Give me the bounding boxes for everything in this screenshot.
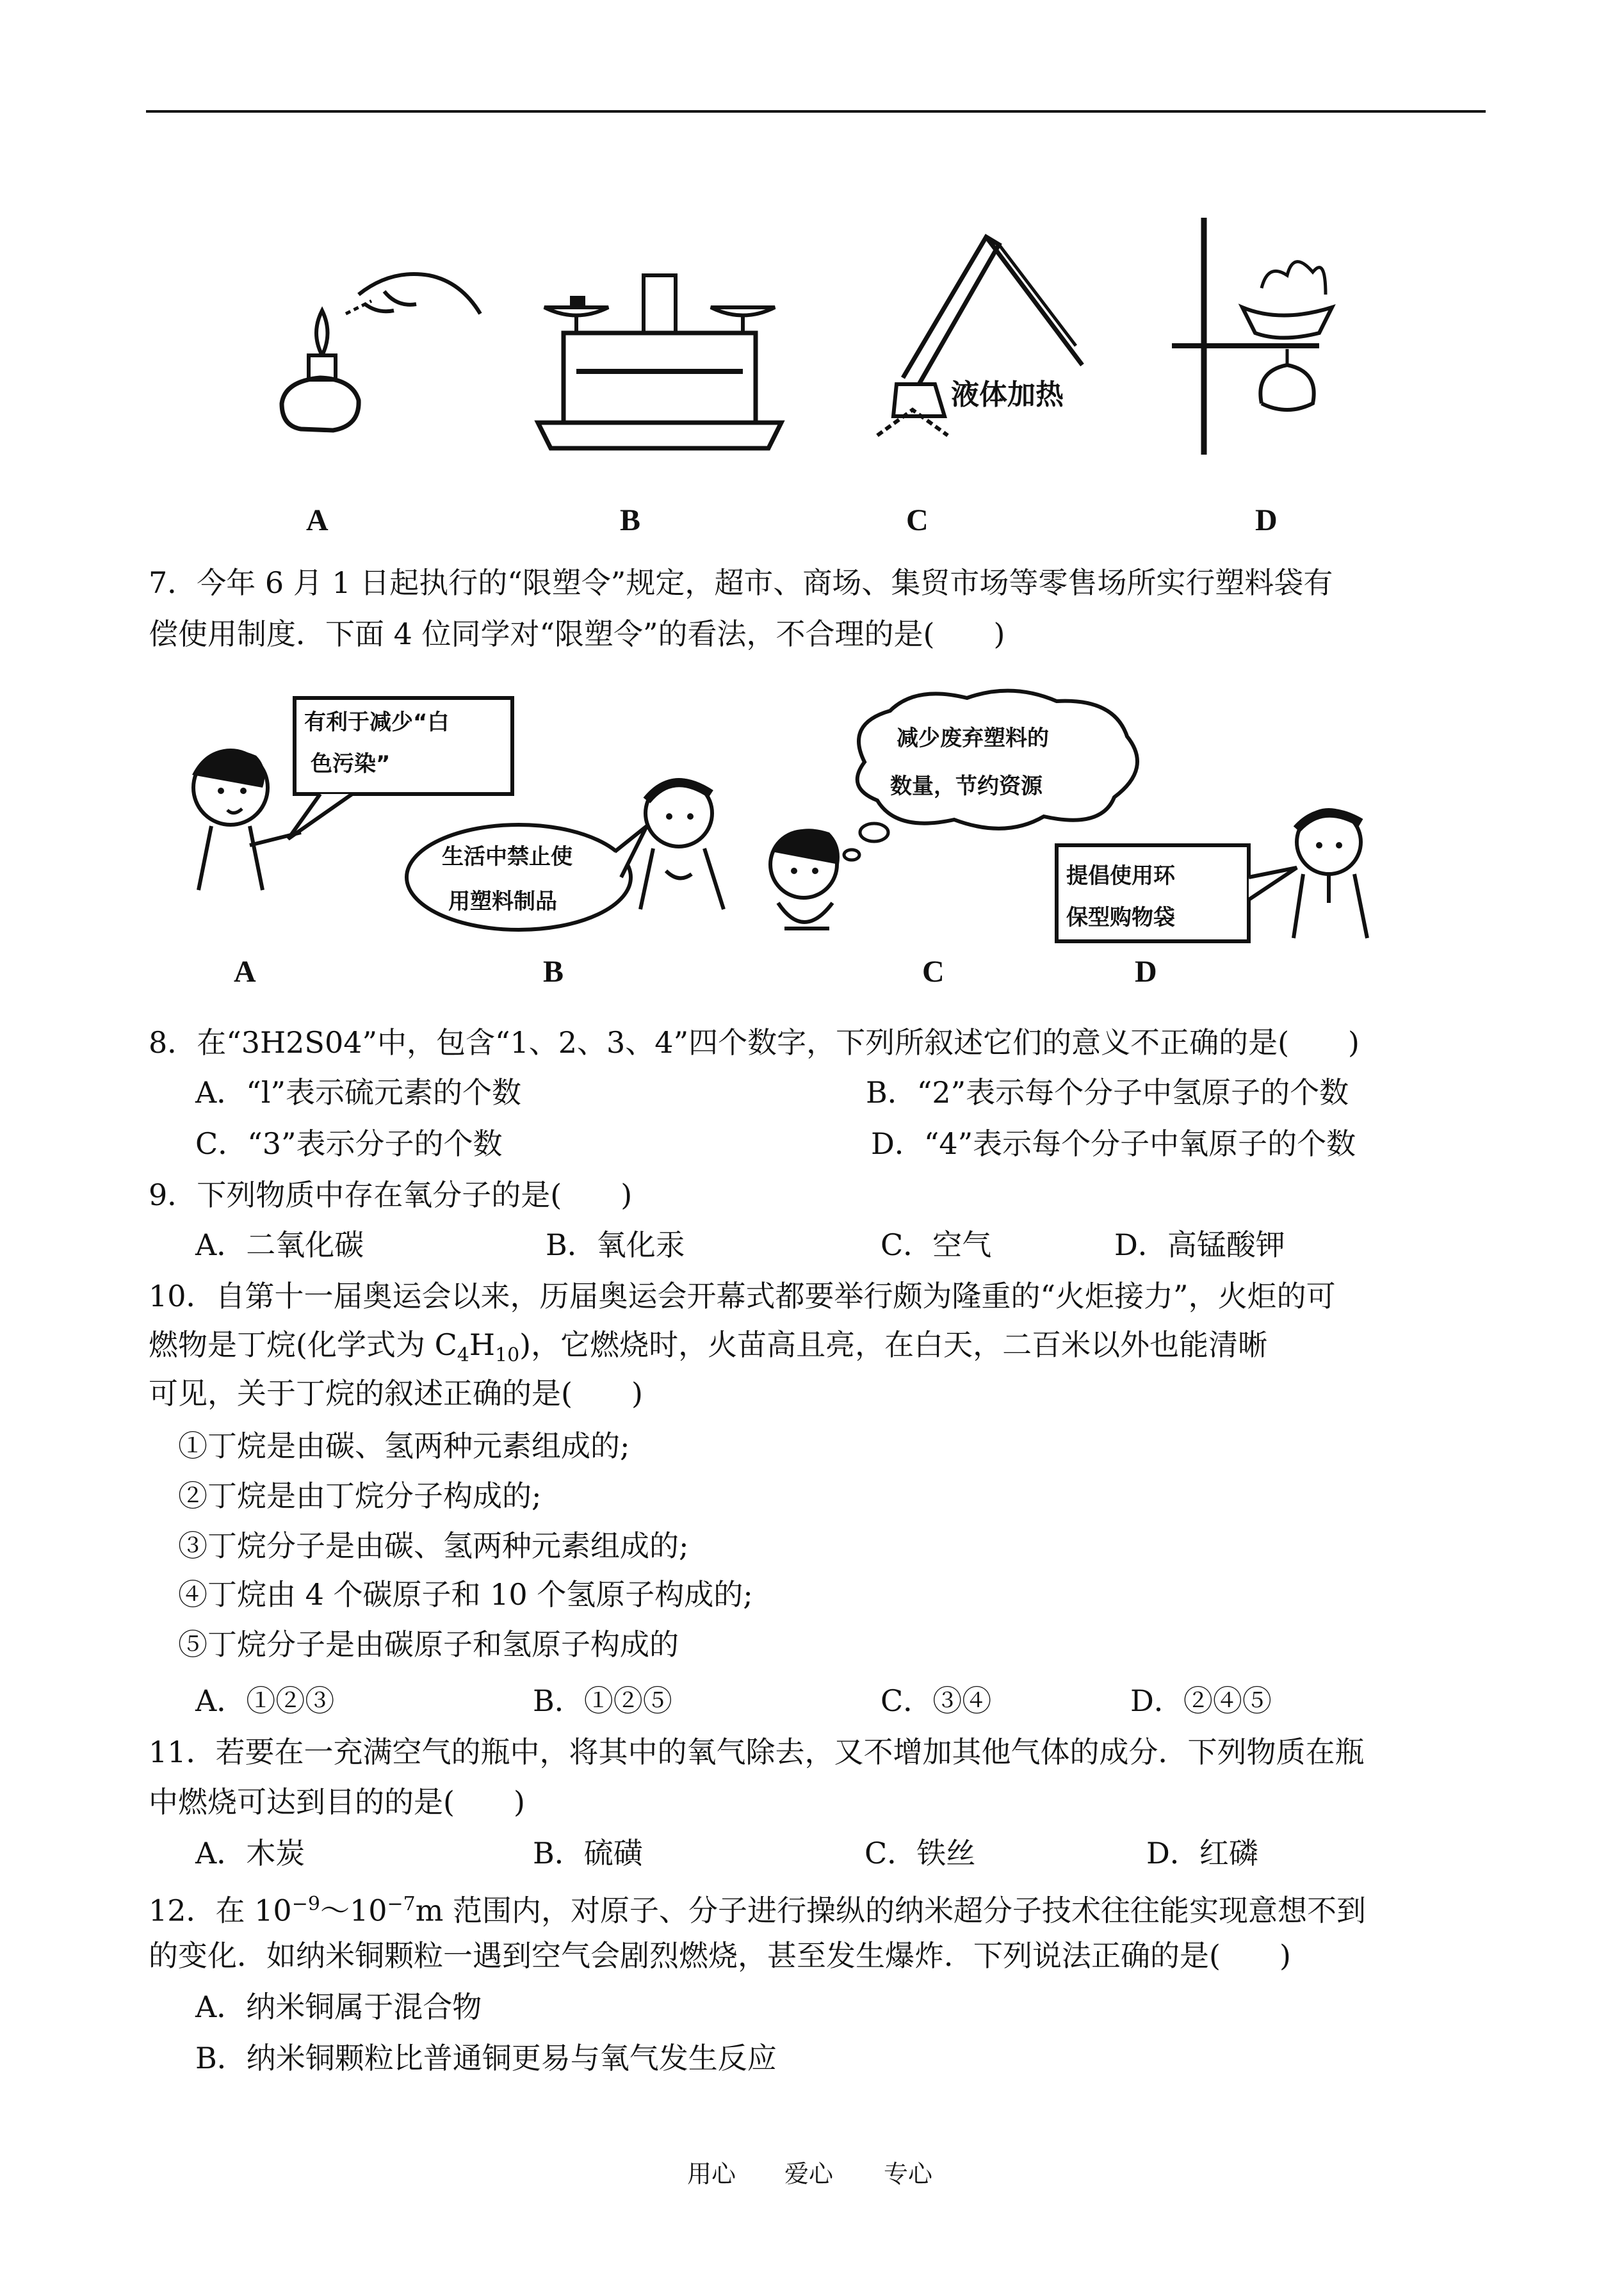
q10-stem-line2 [149, 1326, 1267, 1375]
q10-line2-pre: 燃物是丁烷(化学式为 C [149, 1327, 457, 1362]
q7-bubble-d-line2: 保型购物袋 [1066, 905, 1175, 930]
q9-option-a: A．二氧化碳 [195, 1228, 364, 1262]
q7-label-b: B [543, 955, 564, 989]
q7-label-c: C [922, 955, 945, 989]
q9-option-b: B．氧化汞 [546, 1228, 685, 1262]
q10-statement-1: ①丁烷是由碳、氢两种元素组成的; [178, 1429, 630, 1463]
header-rule [146, 110, 1486, 113]
q7-figure-b-boy [628, 762, 736, 916]
q9-stem: 9．下列物质中存在氧分子的是( ) [149, 1178, 633, 1212]
q12-exp-1: −9 [291, 1893, 320, 1915]
q12-stem-line1 [149, 1885, 1366, 1929]
q9-option-c: C．空气 [881, 1228, 992, 1262]
q6-label-b: B [620, 503, 641, 537]
q10-statement-4: ④丁烷由 4 个碳原子和 10 个氢原子构成的; [178, 1577, 753, 1612]
footer-item-1: 用心 [687, 2160, 736, 2188]
q10-stem-line3: 可见，关于丁烷的叙述正确的是( ) [149, 1376, 643, 1411]
q10-line2-h: H [469, 1327, 495, 1362]
q7-bubble-b [397, 807, 653, 935]
q8-option-b: B．“2”表示每个分子中氢原子的个数 [866, 1075, 1349, 1110]
q8-option-c: C．“3”表示分子的个数 [195, 1126, 503, 1161]
q10-line2-post: )，它燃烧时，火苗高且亮，在白天，二百米以外也能清晰 [519, 1327, 1268, 1362]
q7-bubble-a-line1: 有利于减少“白 [304, 710, 450, 735]
q6-image-d-iron-stand [1165, 211, 1377, 461]
q11-stem-line1: 11．若要在一充满空气的瓶中，将其中的氧气除去，又不增加其他气体的成分．下列物质在瓶 [149, 1735, 1365, 1769]
q7-bubble-d [1050, 839, 1300, 948]
q7-bubble-d-line1: 提倡使用环 [1066, 863, 1175, 889]
q6-image-c-liquid-heating [865, 218, 1108, 455]
footer-item-2: 爱心 [784, 2160, 834, 2188]
q6-label-c: C [906, 503, 929, 537]
q10-subscript-4: 4 [457, 1344, 469, 1367]
footer-item-3: 专心 [884, 2160, 933, 2188]
q9-option-d: D．高锰酸钾 [1114, 1228, 1285, 1262]
q8-option-a: A．“l”表示硫元素的个数 [195, 1075, 521, 1110]
q7-label-a: A [234, 955, 256, 989]
q10-option-c: C．③④ [881, 1683, 992, 1718]
q10-statement-2: ②丁烷是由丁烷分子构成的; [178, 1479, 542, 1513]
q7-bubble-c-line2: 数量，节约资源 [890, 774, 1043, 799]
q7-stem-line2: 偿使用制度．下面 4 位同学对“限塑令”的看法，不合理的是( ) [149, 617, 1005, 651]
q11-option-d: D．红磷 [1146, 1836, 1258, 1870]
q12-exp-2: −7 [387, 1893, 416, 1915]
q10-option-a: A．①②③ [195, 1683, 335, 1718]
q7-bubble-b-line1: 生活中禁止使 [442, 844, 572, 870]
q10-subscript-10: 10 [494, 1344, 520, 1367]
q12-option-b: B．纳米铜颗粒比普通铜更易与氧气发生反应 [195, 2041, 777, 2075]
q10-option-b: B．①②⑤ [533, 1683, 672, 1718]
q10-stem-line1: 10．自第十一届奥运会以来，历届奥运会开幕式都要举行颇为隆重的“火炬接力”，火炬的可 [149, 1279, 1336, 1313]
q12-stem-line2: 的变化．如纳米铜颗粒一遇到空气会剧烈燃烧，甚至发生爆炸．下列说法正确的是( ) [149, 1938, 1291, 1973]
q7-figure-d-boy [1278, 794, 1386, 941]
q7-bubble-a-line2: 色污染” [311, 751, 391, 777]
q11-option-c: C．铁丝 [865, 1836, 976, 1870]
q11-option-b: B．硫磺 [533, 1836, 643, 1870]
q10-statement-3: ③丁烷分子是由碳、氢两种元素组成的; [178, 1529, 689, 1563]
q6-label-d: D [1255, 503, 1278, 537]
q7-bubble-c-line1: 减少废弃塑料的 [897, 726, 1049, 751]
q12-tilde: ～10 [320, 1893, 387, 1928]
q12-option-a: A．纳米铜属于混合物 [195, 1990, 482, 2024]
q10-statement-5: ⑤丁烷分子是由碳原子和氢原子构成的 [178, 1627, 679, 1662]
q6-image-b-balance [525, 263, 794, 455]
q7-bubble-b-line2: 用塑料制品 [448, 889, 557, 914]
q11-option-a: A．木炭 [195, 1836, 305, 1870]
q11-stem-line2: 中燃烧可达到目的的是( ) [149, 1785, 525, 1819]
q12-post: m 范围内，对原子、分子进行操纵的纳米超分子技术往往能实现意想不到 [415, 1893, 1366, 1928]
q8-option-d: D．“4”表示每个分子中氧原子的个数 [871, 1126, 1356, 1161]
q7-stem-line1: 7．今年 6 月 1 日起执行的“限塑令”规定，超市、商场、集贸市场等零售场所实行塑料袋有 [149, 565, 1333, 600]
q6-c-caption: 液体加热 [951, 378, 1064, 411]
q12-pre: 12．在 10 [149, 1893, 292, 1928]
q10-option-d: D．②④⑤ [1130, 1683, 1272, 1718]
q8-stem: 8．在“3H2S04”中，包含“1、2、3、4”四个数字，下列所叙述它们的意义不正确的是( ) [149, 1025, 1360, 1060]
q6-image-a-alcohol-lamp [256, 243, 487, 461]
q7-label-d: D [1135, 955, 1157, 989]
q6-label-a: A [306, 503, 329, 537]
q7-figure-c-girl [759, 813, 855, 954]
